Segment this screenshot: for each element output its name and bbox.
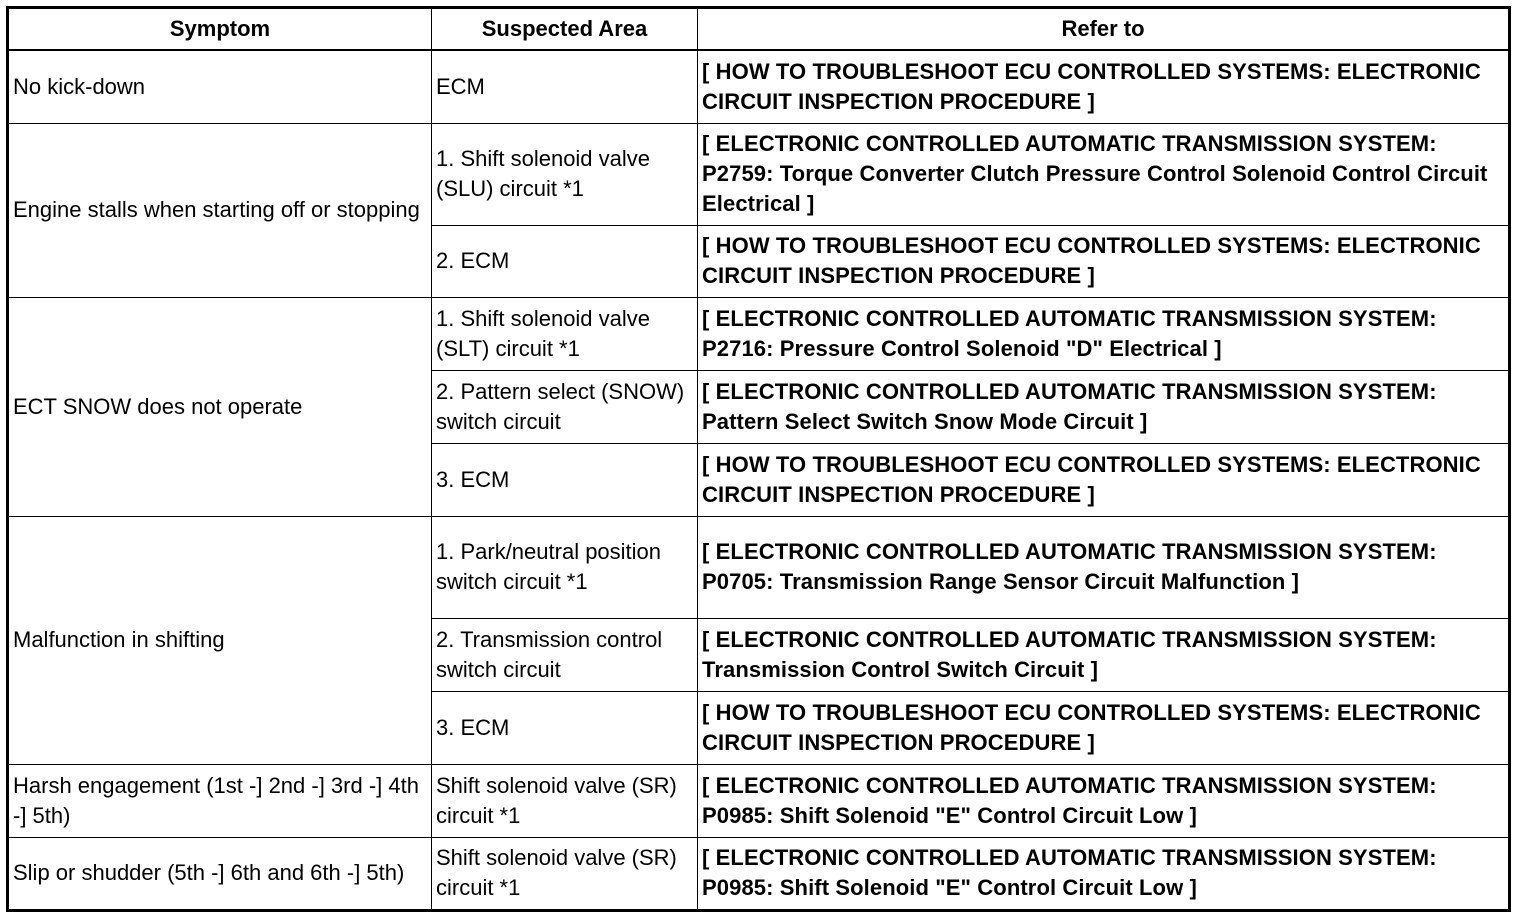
refer-to-link[interactable]: [ ELECTRONIC CONTROLLED AUTOMATIC TRANSMISSION SYSTEM: P2759: Torque Converter Clutch Pressure Control Solenoid Control Circuit Electrical ]	[698, 123, 1510, 225]
table-row	[8, 50, 1510, 123]
suspected-area-cell: 1. Park/neutral position switch circuit *1	[432, 516, 698, 618]
refer-to-link[interactable]: [ ELECTRONIC CONTROLLED AUTOMATIC TRANSMISSION SYSTEM: P0985: Shift Solenoid "E" Control Circuit Low ]	[698, 837, 1510, 910]
suspected-area-cell: 1. Shift solenoid valve (SLU) circuit *1	[432, 123, 698, 225]
column-header-suspected-area: Suspected Area	[432, 8, 698, 51]
table-row	[8, 837, 1510, 910]
symptom-cell: Harsh engagement (1st -] 2nd -] 3rd -] 4th -] 5th)	[8, 764, 432, 837]
suspected-area-cell: 2. ECM	[432, 225, 698, 297]
refer-to-link[interactable]: [ HOW TO TROUBLESHOOT ECU CONTROLLED SYSTEMS: ELECTRONIC CIRCUIT INSPECTION PROCEDURE ]	[698, 443, 1510, 516]
refer-to-link[interactable]: [ ELECTRONIC CONTROLLED AUTOMATIC TRANSMISSION SYSTEM: P0985: Shift Solenoid "E" Control Circuit Low ]	[698, 764, 1510, 837]
suspected-area-cell: ECM	[432, 50, 698, 123]
table-row	[8, 297, 1510, 370]
suspected-area-cell: 2. Pattern select (SNOW) switch circuit	[432, 370, 698, 443]
refer-to-link[interactable]: [ HOW TO TROUBLESHOOT ECU CONTROLLED SYSTEMS: ELECTRONIC CIRCUIT INSPECTION PROCEDURE ]	[698, 691, 1510, 764]
suspected-area-cell: 2. Transmission control switch circuit	[432, 618, 698, 691]
table-row	[8, 764, 1510, 837]
table-row	[8, 516, 1510, 618]
suspected-area-cell: 3. ECM	[432, 443, 698, 516]
symptom-table	[6, 6, 1511, 912]
symptom-cell: ECT SNOW does not operate	[8, 297, 432, 516]
suspected-area-cell: Shift solenoid valve (SR) circuit *1	[432, 764, 698, 837]
refer-to-link[interactable]: [ ELECTRONIC CONTROLLED AUTOMATIC TRANSMISSION SYSTEM: P0705: Transmission Range Sensor Circuit Malfunction ]	[698, 516, 1510, 618]
suspected-area-cell: 1. Shift solenoid valve (SLT) circuit *1	[432, 297, 698, 370]
refer-to-link[interactable]: [ ELECTRONIC CONTROLLED AUTOMATIC TRANSMISSION SYSTEM: Pattern Select Switch Snow Mode Circuit ]	[698, 370, 1510, 443]
refer-to-link[interactable]: [ HOW TO TROUBLESHOOT ECU CONTROLLED SYSTEMS: ELECTRONIC CIRCUIT INSPECTION PROCEDURE ]	[698, 50, 1510, 123]
symptom-cell: No kick-down	[8, 50, 432, 123]
column-header-refer-to: Refer to	[698, 8, 1510, 51]
symptom-cell: Slip or shudder (5th -] 6th and 6th -] 5th)	[8, 837, 432, 910]
suspected-area-cell: 3. ECM	[432, 691, 698, 764]
refer-to-link[interactable]: [ ELECTRONIC CONTROLLED AUTOMATIC TRANSMISSION SYSTEM: Transmission Control Switch Circuit ]	[698, 618, 1510, 691]
symptom-cell: Malfunction in shifting	[8, 516, 432, 764]
table-header-row	[8, 8, 1510, 51]
table-row	[8, 123, 1510, 225]
column-header-symptom: Symptom	[8, 8, 432, 51]
refer-to-link[interactable]: [ ELECTRONIC CONTROLLED AUTOMATIC TRANSMISSION SYSTEM: P2716: Pressure Control Solenoid "D" Electrical ]	[698, 297, 1510, 370]
suspected-area-cell: Shift solenoid valve (SR) circuit *1	[432, 837, 698, 910]
refer-to-link[interactable]: [ HOW TO TROUBLESHOOT ECU CONTROLLED SYSTEMS: ELECTRONIC CIRCUIT INSPECTION PROCEDURE ]	[698, 225, 1510, 297]
symptom-cell: Engine stalls when starting off or stopping	[8, 123, 432, 297]
